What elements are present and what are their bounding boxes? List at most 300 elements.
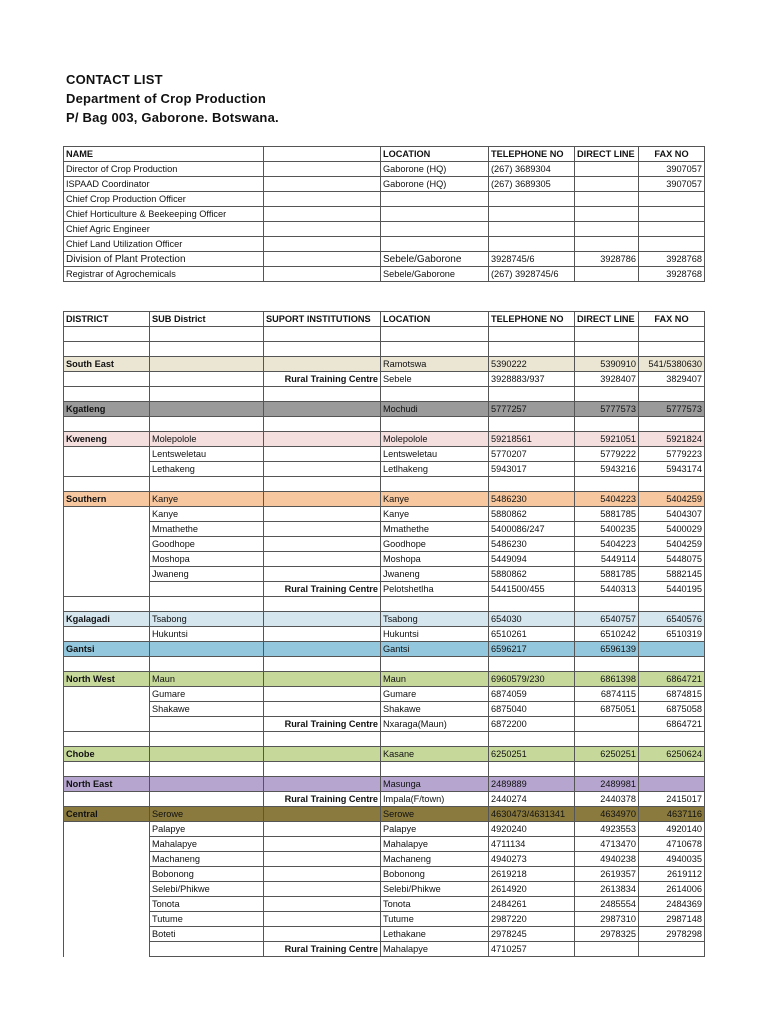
table-cell: Kanye (150, 507, 264, 522)
table-cell (489, 237, 575, 252)
table-cell (264, 927, 381, 942)
table-cell: 4923553 (575, 822, 639, 837)
table-cell: 654030 (489, 612, 575, 627)
hq-contact-table (63, 146, 705, 282)
table-cell (64, 327, 150, 342)
col-blank-header (264, 147, 381, 162)
table-cell (264, 627, 381, 642)
table-row (64, 777, 705, 792)
table-cell (264, 807, 381, 822)
table-cell (64, 942, 150, 957)
table-cell: Selebi/Phikwe (150, 882, 264, 897)
table-cell: 2440274 (489, 792, 575, 807)
table-cell: Sebele/Gaborone (381, 267, 489, 282)
table-cell: 4920240 (489, 822, 575, 837)
header-address: P/ Bag 003, Gaborone. Botswana. (66, 110, 279, 125)
table-cell (64, 417, 150, 432)
table-row (64, 732, 705, 747)
table-cell (381, 237, 489, 252)
table-row (64, 162, 705, 177)
table-row (64, 897, 705, 912)
table-row (64, 192, 705, 207)
table-cell: Rural Training Centre (264, 372, 381, 387)
table-cell: 3907057 (639, 162, 705, 177)
table-row (64, 837, 705, 852)
table-row (64, 687, 705, 702)
table-cell: 5779223 (639, 447, 705, 462)
table-row (64, 492, 705, 507)
table-cell: Molepolole (150, 432, 264, 447)
table-cell (264, 702, 381, 717)
table-cell: 2987220 (489, 912, 575, 927)
table-cell: 3907057 (639, 177, 705, 192)
table-cell (264, 462, 381, 477)
table-row (64, 402, 705, 417)
table-cell (64, 552, 150, 567)
table-cell (150, 402, 264, 417)
col-fax-header: FAX NO (639, 312, 705, 327)
table-cell (381, 192, 489, 207)
table-cell: Sebele/Gaborone (381, 252, 489, 267)
table-cell: Director of Crop Production (64, 162, 264, 177)
table-cell (639, 597, 705, 612)
table-cell (64, 732, 150, 747)
table-cell: 4920140 (639, 822, 705, 837)
table-cell: 2489981 (575, 777, 639, 792)
table-cell: 6874115 (575, 687, 639, 702)
table-row (64, 522, 705, 537)
table-row (64, 657, 705, 672)
table-cell: 3928786 (575, 252, 639, 267)
table-cell (639, 642, 705, 657)
table-cell: 3928745/6 (489, 252, 575, 267)
table-header-row (64, 147, 705, 162)
table-row (64, 177, 705, 192)
table-cell: 2614006 (639, 882, 705, 897)
table-cell: Palapye (150, 822, 264, 837)
table-cell: 59218561 (489, 432, 575, 447)
col-telephone-header: TELEPHONE NO (489, 312, 575, 327)
table-cell (64, 837, 150, 852)
table-cell (264, 192, 381, 207)
table-cell (264, 567, 381, 582)
table-cell: 2978245 (489, 927, 575, 942)
table-cell: 5943174 (639, 462, 705, 477)
table-cell: Moshopa (381, 552, 489, 567)
table-cell (150, 717, 264, 732)
table-cell: Mahalapye (381, 942, 489, 957)
table-cell (264, 327, 381, 342)
table-cell (489, 417, 575, 432)
table-cell: 3928407 (575, 372, 639, 387)
table-cell (575, 417, 639, 432)
district-contact-table (63, 311, 705, 957)
table-cell (264, 897, 381, 912)
table-cell (64, 762, 150, 777)
table-cell: 6864721 (639, 672, 705, 687)
table-cell (264, 417, 381, 432)
table-cell (489, 222, 575, 237)
table-cell (639, 222, 705, 237)
table-row (64, 627, 705, 642)
table-cell: 6872200 (489, 717, 575, 732)
table-cell: Letlhakeng (381, 462, 489, 477)
table-row (64, 672, 705, 687)
table-cell (489, 762, 575, 777)
table-cell: (267) 3689304 (489, 162, 575, 177)
table-cell (150, 777, 264, 792)
table-cell (264, 747, 381, 762)
table-row (64, 237, 705, 252)
table-cell (64, 792, 150, 807)
table-cell: 5779222 (575, 447, 639, 462)
table-row (64, 927, 705, 942)
table-cell: 4710257 (489, 942, 575, 957)
table-cell (381, 597, 489, 612)
table-row (64, 477, 705, 492)
table-cell: Moshopa (150, 552, 264, 567)
table-row (64, 912, 705, 927)
table-cell (264, 522, 381, 537)
table-cell: 2440378 (575, 792, 639, 807)
table-cell: 2978298 (639, 927, 705, 942)
table-cell (264, 357, 381, 372)
table-cell: Pelotshetlha (381, 582, 489, 597)
table-cell (150, 342, 264, 357)
table-cell: 3829407 (639, 372, 705, 387)
table-cell: Chief Crop Production Officer (64, 192, 264, 207)
table-cell (639, 207, 705, 222)
table-cell (64, 522, 150, 537)
table-cell (150, 357, 264, 372)
table-cell (150, 372, 264, 387)
col-direct-header: DIRECT LINE (575, 312, 639, 327)
table-cell: Chief Horticulture & Beekeeping Officer (64, 207, 264, 222)
table-cell: Bobonong (150, 867, 264, 882)
table-cell (64, 687, 150, 702)
table-cell (64, 702, 150, 717)
document-header (66, 70, 279, 127)
table-cell: 2614920 (489, 882, 575, 897)
table-cell (575, 477, 639, 492)
table-cell: 5880862 (489, 567, 575, 582)
table-cell: 5881785 (575, 567, 639, 582)
table-cell (264, 222, 381, 237)
table-cell: (267) 3928745/6 (489, 267, 575, 282)
table-cell (150, 597, 264, 612)
table-cell: 5943216 (575, 462, 639, 477)
table-cell: 5440195 (639, 582, 705, 597)
table-row (64, 807, 705, 822)
table-cell (264, 177, 381, 192)
table-cell: Gumare (381, 687, 489, 702)
table-row (64, 372, 705, 387)
table-row (64, 267, 705, 282)
table-row (64, 792, 705, 807)
table-cell: Chief Land Utilization Officer (64, 237, 264, 252)
table-cell: 5448075 (639, 552, 705, 567)
table-row (64, 462, 705, 477)
table-row (64, 357, 705, 372)
table-cell: 2619112 (639, 867, 705, 882)
table-cell: Rural Training Centre (264, 792, 381, 807)
table-cell (150, 417, 264, 432)
table-cell (64, 912, 150, 927)
table-cell (150, 582, 264, 597)
col-location-header: LOCATION (381, 147, 489, 162)
table-cell: 4634970 (575, 807, 639, 822)
table-cell: 5400086/247 (489, 522, 575, 537)
table-cell (264, 822, 381, 837)
table-cell: Gaborone (HQ) (381, 177, 489, 192)
table-row (64, 882, 705, 897)
table-cell: Shakawe (150, 702, 264, 717)
table-cell (264, 402, 381, 417)
table-cell: 5404223 (575, 537, 639, 552)
table-cell: Kanye (150, 492, 264, 507)
table-cell: Gantsi (64, 642, 150, 657)
table-cell (264, 852, 381, 867)
table-cell (575, 237, 639, 252)
table-cell (64, 477, 150, 492)
table-cell (264, 597, 381, 612)
table-cell (639, 657, 705, 672)
table-cell: 5440313 (575, 582, 639, 597)
table-cell: Rural Training Centre (264, 717, 381, 732)
table-cell (381, 477, 489, 492)
col-district-header: DISTRICT (64, 312, 150, 327)
table-cell: Palapye (381, 822, 489, 837)
table-row (64, 342, 705, 357)
table-cell (575, 762, 639, 777)
table-cell: Kgalagadi (64, 612, 150, 627)
table-cell: Lethakane (381, 927, 489, 942)
table-cell: Jwaneng (150, 567, 264, 582)
table-cell (489, 657, 575, 672)
table-cell (264, 882, 381, 897)
table-cell (381, 342, 489, 357)
table-cell (381, 657, 489, 672)
table-cell: 3928768 (639, 252, 705, 267)
table-cell (64, 372, 150, 387)
table-cell: Shakawe (381, 702, 489, 717)
table-cell: 5449114 (575, 552, 639, 567)
table-cell (64, 717, 150, 732)
table-row (64, 387, 705, 402)
table-cell (264, 342, 381, 357)
table-cell (381, 207, 489, 222)
table-cell (264, 162, 381, 177)
table-cell: Sebele (381, 372, 489, 387)
table-cell (575, 177, 639, 192)
table-cell: 5777573 (639, 402, 705, 417)
table-cell: 2978325 (575, 927, 639, 942)
table-cell: 6250251 (575, 747, 639, 762)
table-cell: Maun (381, 672, 489, 687)
table-cell: 6874059 (489, 687, 575, 702)
table-cell (639, 732, 705, 747)
table-cell (264, 432, 381, 447)
table-cell: Rural Training Centre (264, 942, 381, 957)
table-cell: 6596217 (489, 642, 575, 657)
table-cell (64, 822, 150, 837)
table-cell (64, 462, 150, 477)
table-cell: 5404223 (575, 492, 639, 507)
table-cell: 4710678 (639, 837, 705, 852)
table-row (64, 432, 705, 447)
table-cell: 6540757 (575, 612, 639, 627)
table-cell: Gumare (150, 687, 264, 702)
table-cell: Serowe (150, 807, 264, 822)
table-cell (150, 747, 264, 762)
table-cell (575, 207, 639, 222)
table-cell (64, 897, 150, 912)
table-cell: 6510261 (489, 627, 575, 642)
table-cell: Chief Agric Engineer (64, 222, 264, 237)
table-cell (264, 837, 381, 852)
table-cell (489, 387, 575, 402)
table-cell (64, 447, 150, 462)
table-cell: 6960579/230 (489, 672, 575, 687)
table-cell (264, 537, 381, 552)
table-cell (264, 552, 381, 567)
table-cell: 4713470 (575, 837, 639, 852)
table-row (64, 597, 705, 612)
table-cell: 2489889 (489, 777, 575, 792)
table-cell: 5390910 (575, 357, 639, 372)
table-cell: Selebi/Phikwe (381, 882, 489, 897)
table-cell: 5486230 (489, 537, 575, 552)
table-row (64, 702, 705, 717)
table-cell: 2613834 (575, 882, 639, 897)
table-row (64, 852, 705, 867)
table-cell (489, 732, 575, 747)
table-cell (64, 567, 150, 582)
table-cell: 2485554 (575, 897, 639, 912)
table-cell: Impala(F/town) (381, 792, 489, 807)
table-cell: 5881785 (575, 507, 639, 522)
table-cell (381, 762, 489, 777)
table-cell: 6540576 (639, 612, 705, 627)
table-row (64, 822, 705, 837)
table-cell: 5449094 (489, 552, 575, 567)
table-cell (64, 882, 150, 897)
table-cell (150, 387, 264, 402)
table-cell: Goodhope (381, 537, 489, 552)
table-cell: Goodhope (150, 537, 264, 552)
table-cell: 4630473/4631341 (489, 807, 575, 822)
table-cell: 6875058 (639, 702, 705, 717)
table-cell (264, 612, 381, 627)
table-cell: 5880862 (489, 507, 575, 522)
table-cell: Lethakeng (150, 462, 264, 477)
table-cell: 6596139 (575, 642, 639, 657)
header-department: Department of Crop Production (66, 91, 267, 106)
table-cell: 2415017 (639, 792, 705, 807)
table-cell (575, 597, 639, 612)
table-cell: Nxaraga(Maun) (381, 717, 489, 732)
table-cell: 5770207 (489, 447, 575, 462)
col-location-header: LOCATION (381, 312, 489, 327)
table-cell (264, 867, 381, 882)
table-cell (264, 777, 381, 792)
table-cell (64, 852, 150, 867)
table-cell: 5777573 (575, 402, 639, 417)
table-cell: 6861398 (575, 672, 639, 687)
table-cell: Kanye (381, 492, 489, 507)
table-cell: 6510242 (575, 627, 639, 642)
table-cell: 5441500/455 (489, 582, 575, 597)
table-cell (264, 237, 381, 252)
table-cell (381, 387, 489, 402)
table-cell (575, 387, 639, 402)
table-cell: 2987310 (575, 912, 639, 927)
table-cell (64, 627, 150, 642)
table-cell: Kanye (381, 507, 489, 522)
table-cell (639, 237, 705, 252)
table-cell: 5400029 (639, 522, 705, 537)
table-cell (575, 942, 639, 957)
table-cell (264, 252, 381, 267)
table-cell: Machaneng (381, 852, 489, 867)
table-cell: 6874815 (639, 687, 705, 702)
table-cell: Mmathethe (381, 522, 489, 537)
table-cell (150, 327, 264, 342)
table-cell: 2484369 (639, 897, 705, 912)
table-cell (639, 477, 705, 492)
table-cell: 5390222 (489, 357, 575, 372)
table-cell: Division of Plant Protection (64, 252, 264, 267)
table-cell: 5400235 (575, 522, 639, 537)
table-cell: 2619218 (489, 867, 575, 882)
table-cell (575, 342, 639, 357)
table-cell: 2987148 (639, 912, 705, 927)
table-cell: Hukuntsi (150, 627, 264, 642)
table-cell (264, 912, 381, 927)
table-row (64, 447, 705, 462)
table-cell: Southern (64, 492, 150, 507)
table-cell (489, 207, 575, 222)
table-row (64, 567, 705, 582)
table-cell: 6250624 (639, 747, 705, 762)
table-cell (150, 762, 264, 777)
table-row (64, 552, 705, 567)
table-cell: Tonota (150, 897, 264, 912)
table-cell: Mahalapye (381, 837, 489, 852)
table-row (64, 207, 705, 222)
table-row (64, 762, 705, 777)
table-cell: (267) 3689305 (489, 177, 575, 192)
table-cell (381, 417, 489, 432)
table-cell (264, 267, 381, 282)
header-contact-list: CONTACT LIST (66, 72, 163, 87)
table-cell: Rural Training Centre (264, 582, 381, 597)
table-cell: 2619357 (575, 867, 639, 882)
table-cell: Hukuntsi (381, 627, 489, 642)
table-cell (639, 327, 705, 342)
table-cell (264, 447, 381, 462)
table-cell (639, 417, 705, 432)
table-cell: 5882145 (639, 567, 705, 582)
table-cell: Machaneng (150, 852, 264, 867)
table-cell (381, 732, 489, 747)
table-cell: 4940273 (489, 852, 575, 867)
table-cell: Tutume (381, 912, 489, 927)
table-cell: Molepolole (381, 432, 489, 447)
table-cell: Serowe (381, 807, 489, 822)
table-cell: North West (64, 672, 150, 687)
table-cell (489, 192, 575, 207)
